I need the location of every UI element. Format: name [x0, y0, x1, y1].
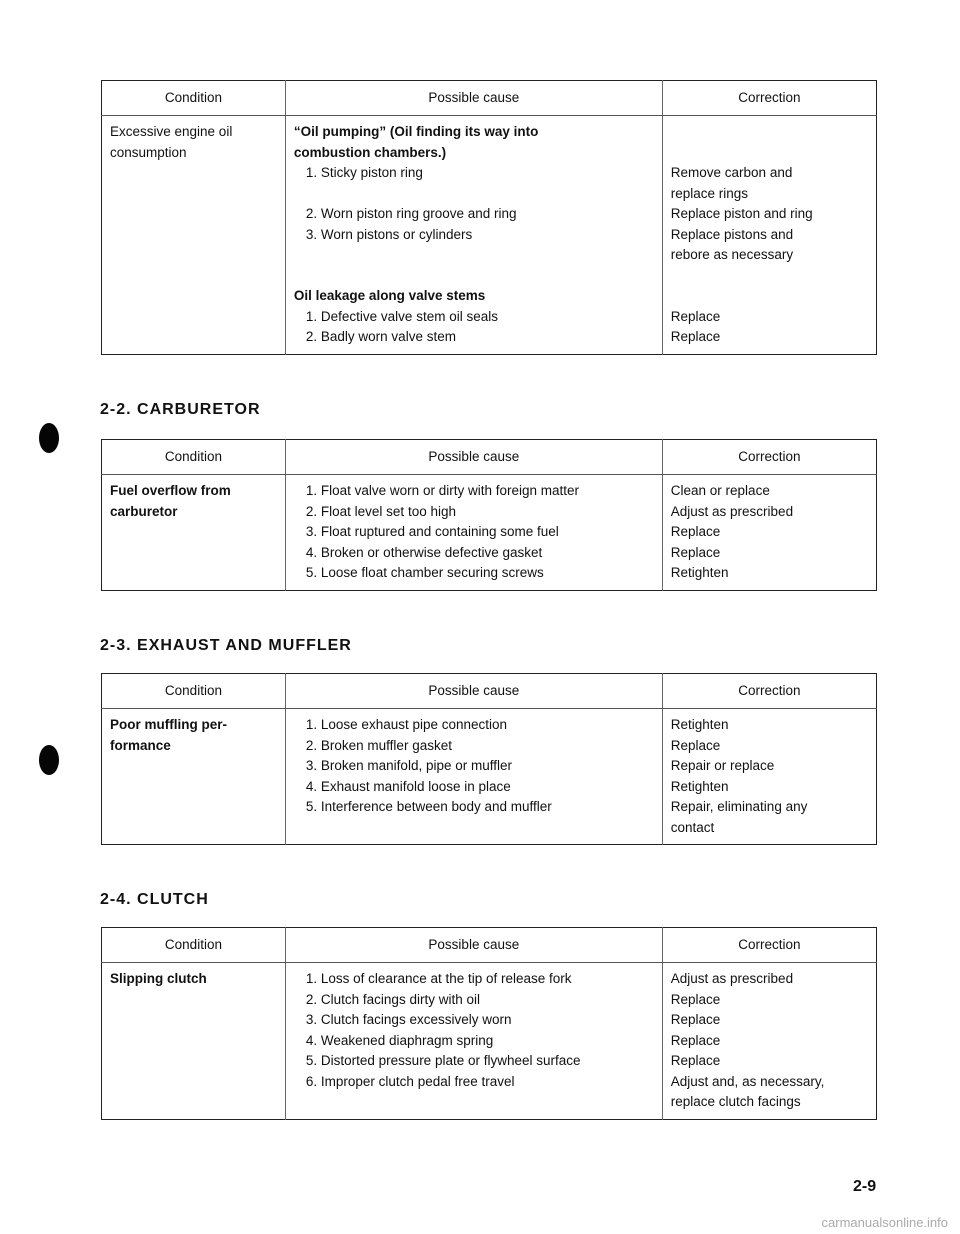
correction-item: Adjust as prescribed: [670, 971, 794, 986]
cause-item: 4. Weakened diaphragm spring: [305, 1032, 494, 1048]
correction-item: rebore as necessary: [670, 247, 794, 262]
cause-item: 1. Sticky piston ring: [305, 165, 423, 180]
cause-cell: [285, 963, 662, 1120]
condition-text: carburetor: [110, 503, 178, 519]
correction-cell: [662, 116, 876, 355]
condition-cell: [102, 709, 286, 845]
condition-cell: [102, 963, 286, 1120]
condition-text: Slipping clutch: [110, 971, 207, 986]
punch-hole-upper: [39, 423, 59, 453]
cause-cell: [285, 475, 662, 591]
header-possible-cause: Possible cause: [285, 81, 662, 116]
oil-pumping-heading: “Oil pumping” (Oil finding its way into: [293, 124, 539, 139]
correction-item: Adjust as prescribed: [670, 503, 794, 519]
condition-text: consumption: [110, 144, 187, 160]
correction-item: Repair, eliminating any: [670, 799, 808, 814]
correction-item: replace rings: [670, 185, 749, 201]
page-number: 2-9: [853, 1178, 877, 1195]
correction-item: Replace: [670, 1053, 721, 1068]
carburetor-table: [101, 439, 877, 591]
correction-item: Replace: [670, 991, 721, 1007]
correction-item: Clean or replace: [670, 483, 770, 498]
clutch-table: [101, 927, 877, 1120]
cause-item: 3. Clutch facings excessively worn: [305, 1012, 512, 1027]
condition-text: formance: [110, 737, 171, 753]
correction-cell: [662, 709, 876, 845]
cause-item: 3. Float ruptured and containing some fuel: [305, 524, 559, 539]
condition-text: Fuel overflow from: [110, 483, 231, 498]
header-possible-cause: Possible cause: [285, 674, 662, 709]
correction-item: Replace: [670, 544, 721, 560]
cause-item: 3. Worn pistons or cylinders: [305, 226, 473, 242]
correction-item: Retighten: [670, 778, 729, 794]
correction-item: Replace: [670, 308, 721, 324]
oil-pumping-heading: combustion chambers.): [293, 144, 447, 160]
section-title-carburetor: 2-2. CARBURETOR: [100, 401, 261, 418]
cause-item: 2. Badly worn valve stem: [305, 329, 456, 344]
header-correction: Correction: [662, 928, 876, 963]
correction-cell: [662, 963, 876, 1120]
cause-cell: [285, 709, 662, 845]
exhaust-table: [101, 673, 877, 845]
cause-item: 2. Clutch facings dirty with oil: [305, 991, 480, 1007]
cause-item: 5. Distorted pressure plate or flywheel surface: [305, 1053, 581, 1068]
correction-item: Replace: [670, 1012, 721, 1027]
section-title-exhaust: 2-3. EXHAUST AND MUFFLER: [100, 637, 352, 654]
cause-item: 2. Broken muffler gasket: [305, 737, 452, 753]
header-correction: Correction: [662, 81, 876, 116]
correction-item: contact: [670, 819, 715, 835]
correction-item: Replace: [670, 737, 721, 753]
correction-item: Repair or replace: [670, 758, 775, 773]
cause-item: 4. Exhaust manifold loose in place: [305, 778, 511, 794]
cause-item: 4. Broken or otherwise defective gasket: [305, 544, 543, 560]
cause-cell: [285, 116, 662, 355]
header-condition: Condition: [102, 928, 286, 963]
header-possible-cause: Possible cause: [285, 440, 662, 475]
header-condition: Condition: [102, 674, 286, 709]
header-correction: Correction: [662, 674, 876, 709]
correction-item: Retighten: [670, 565, 729, 580]
punch-hole-lower: [39, 745, 59, 775]
correction-cell: [662, 475, 876, 591]
cause-item: 1. Defective valve stem oil seals: [305, 308, 498, 324]
correction-item: Replace: [670, 329, 721, 344]
cause-item: 2. Float level set too high: [305, 503, 456, 519]
condition-cell: [102, 116, 286, 355]
header-condition: Condition: [102, 440, 286, 475]
correction-item: Replace pistons and: [670, 226, 794, 242]
header-possible-cause: Possible cause: [285, 928, 662, 963]
cause-item: 1. Loss of clearance at the tip of release fork: [305, 971, 572, 986]
cause-item: 2. Worn piston ring groove and ring: [305, 206, 517, 221]
watermark: carmanualsonline.info: [821, 1215, 948, 1230]
cause-item: 6. Improper clutch pedal free travel: [305, 1073, 515, 1089]
correction-item: replace clutch facings: [670, 1094, 801, 1109]
correction-item: Remove carbon and: [670, 165, 793, 180]
correction-item: Replace: [670, 1032, 721, 1048]
cause-item: 5. Interference between body and muffler: [305, 799, 552, 814]
condition-text: Poor muffling per-: [110, 717, 227, 732]
cause-item: 1. Float valve worn or dirty with foreign matter: [305, 483, 579, 498]
cause-item: 5. Loose float chamber securing screws: [305, 565, 544, 580]
condition-text: Excessive engine oil: [110, 124, 233, 139]
section-title-clutch: 2-4. CLUTCH: [100, 891, 209, 908]
correction-item: Replace: [670, 524, 721, 539]
cause-item: 1. Loose exhaust pipe connection: [305, 717, 508, 732]
engine-oil-table: [101, 80, 877, 355]
valve-stem-heading: Oil leakage along valve stems: [293, 288, 486, 303]
correction-item: Adjust and, as necessary,: [670, 1073, 825, 1089]
header-correction: Correction: [662, 440, 876, 475]
correction-item: Replace piston and ring: [670, 206, 813, 221]
cause-item: 3. Broken manifold, pipe or muffler: [305, 758, 512, 773]
correction-item: Retighten: [670, 717, 729, 732]
header-condition: Condition: [102, 81, 286, 116]
condition-cell: [102, 475, 286, 591]
